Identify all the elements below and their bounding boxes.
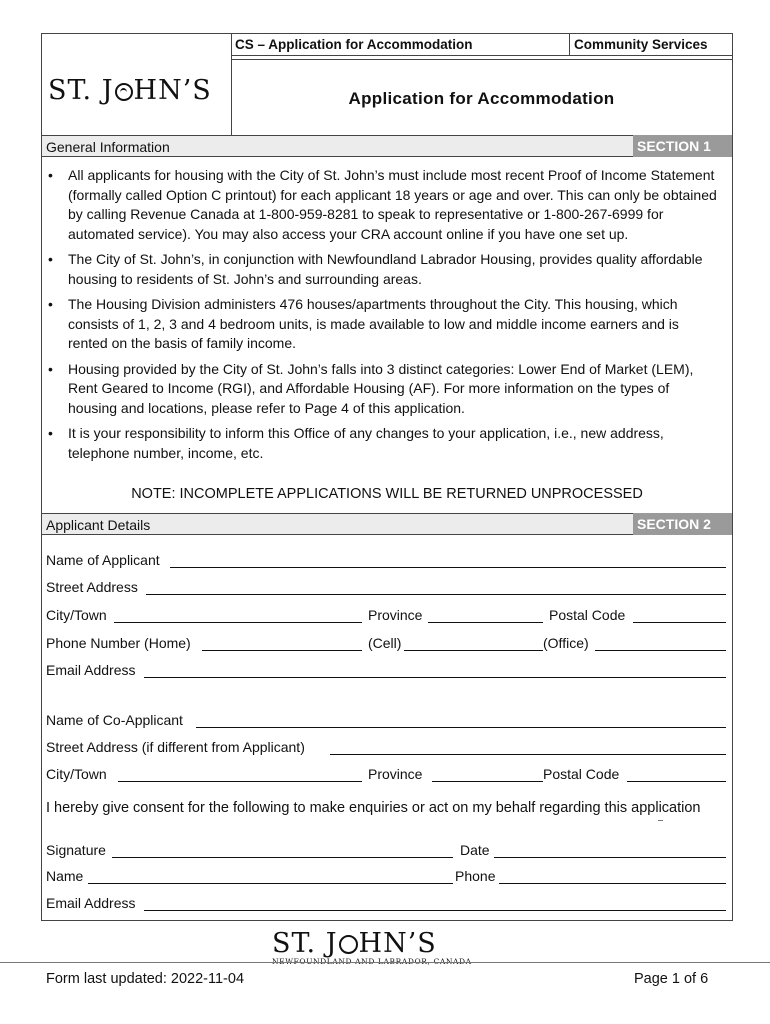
- coapplicant-city-field[interactable]: [46, 764, 362, 784]
- email2-line[interactable]: [144, 910, 726, 911]
- coapplicant-city-line[interactable]: [118, 781, 362, 782]
- page-title: Application for Accommodation: [348, 89, 615, 108]
- applicant-name-label: Name of Applicant: [46, 552, 160, 568]
- section-1-label: General Information: [46, 139, 170, 155]
- postal-code-label: Postal Code: [549, 607, 626, 623]
- email-row: [46, 660, 726, 680]
- applicant-name-field[interactable]: [46, 550, 726, 570]
- coapplicant-postal-label: Postal Code: [543, 766, 620, 782]
- city-line[interactable]: [114, 622, 362, 623]
- coapplicant-street-field[interactable]: [46, 737, 726, 757]
- list-item: • The City of St. John’s, in conjunction with Newfoundland Labrador Housing, provides quality affordable housing to residents of St. John’s and surrounding areas.: [46, 250, 722, 289]
- phone-home-field[interactable]: [46, 633, 362, 653]
- email-line[interactable]: [144, 677, 726, 678]
- footer-logo-o-icon: [339, 935, 358, 954]
- coapplicant-postal-line[interactable]: [627, 781, 726, 782]
- form-code: CS – Application for Accommodation: [231, 34, 569, 56]
- coapplicant-city-row: [46, 764, 726, 784]
- section-2-tag: SECTION 2: [633, 513, 732, 535]
- department-name: Community Services: [569, 34, 732, 56]
- province-label: Province: [368, 607, 423, 623]
- form-updated-date: Form last updated: 2022-11-04: [46, 971, 245, 987]
- coapplicant-name-row: [46, 710, 726, 730]
- logo-o-icon: [115, 83, 133, 101]
- date-field[interactable]: [460, 840, 726, 860]
- phone-office-line[interactable]: [595, 650, 726, 651]
- signature-field[interactable]: [46, 840, 453, 860]
- province-line[interactable]: [428, 622, 543, 623]
- list-item: • Housing provided by the City of St. John’s falls into 3 distinct categories: Lower End of Market (LEM), Rent Geared to Income (RGI), and Affordable Housing (AF). For more information on the types of housing and locations, please refer to Page 4 of this application.: [46, 360, 722, 419]
- phone-office-field[interactable]: [543, 633, 726, 653]
- coapplicant-postal-field[interactable]: [543, 764, 726, 784]
- name-phone-row: [46, 866, 726, 886]
- signature-line[interactable]: [112, 857, 453, 858]
- coapplicant-street-label: Street Address (if different from Applicant): [46, 739, 305, 755]
- st-johns-logo: [48, 75, 212, 106]
- city-row: [46, 605, 726, 625]
- coapplicant-name-label: Name of Co-Applicant: [46, 712, 183, 728]
- general-info-list: [46, 166, 722, 469]
- date-line[interactable]: [494, 857, 726, 858]
- coapplicant-province-field[interactable]: [368, 764, 543, 784]
- coapplicant-province-line[interactable]: [432, 781, 543, 782]
- phone-field[interactable]: [455, 866, 726, 886]
- phone-home-label: Phone Number (Home): [46, 635, 191, 651]
- phone-cell-label: (Cell): [368, 635, 402, 651]
- coapplicant-name-field[interactable]: [46, 710, 726, 730]
- coapplicant-street-row: [46, 737, 726, 757]
- name-line[interactable]: [88, 883, 453, 884]
- applicant-name-row: [46, 550, 726, 570]
- footer-logo-text-end: HN’S: [358, 928, 437, 959]
- consent-text: I hereby give consent for the following to make enquiries or act on my behalf regarding this application: [46, 800, 701, 816]
- phone-office-label: (Office): [543, 635, 589, 651]
- street-address-label: Street Address: [46, 579, 138, 595]
- coapplicant-name-line[interactable]: [196, 727, 726, 728]
- phone-cell-line[interactable]: [404, 650, 543, 651]
- list-item: • It is your responsibility to inform this Office of any changes to your application, i.e., new address, telephone number, income, etc.: [46, 424, 722, 463]
- email-field[interactable]: [46, 660, 726, 680]
- phone-line[interactable]: [499, 883, 726, 884]
- name-field[interactable]: [46, 866, 453, 886]
- street-row: [46, 577, 726, 597]
- email2-field[interactable]: [46, 893, 726, 913]
- list-item: • All applicants for housing with the City of St. John’s must include most recent Proof of Income Statement (formally called Option C printout) for each applicant 18 years or age and over. This can only be obtained by calling Revenue Canada at 1-800-959-8281 to speak to representative or 1-800-267-6999 for automated service). You may also access your CRA account online if you have one set up.: [46, 166, 722, 244]
- form-header: [42, 34, 732, 136]
- coapplicant-city-label: City/Town: [46, 766, 107, 782]
- section-2-label: Applicant Details: [46, 517, 151, 533]
- divider: [658, 820, 663, 821]
- footer-logo: [272, 928, 502, 966]
- page-number: Page 1 of 6: [634, 971, 709, 987]
- phone-row: [46, 633, 726, 653]
- city-field[interactable]: [46, 605, 362, 625]
- footer-logo-wordmark: [272, 928, 502, 959]
- coapplicant-street-line[interactable]: [330, 754, 726, 755]
- form-frame: [41, 33, 733, 921]
- email2-row: [46, 893, 726, 913]
- section-1-tag: SECTION 1: [633, 135, 732, 157]
- section-2-bar: [42, 513, 732, 535]
- logo-cell: [42, 34, 232, 135]
- email2-label: Email Address: [46, 895, 136, 911]
- list-item: • The Housing Division administers 476 houses/apartments throughout the City. This housing, which consists of 1, 2, 3 and 4 bedroom units, is made available to low and middle income earners and is rented on the basis of family income.: [46, 295, 722, 354]
- signature-label: Signature: [46, 842, 106, 858]
- name-label: Name: [46, 868, 84, 884]
- applicant-name-line[interactable]: [170, 567, 726, 568]
- footer-divider: [0, 962, 770, 963]
- email-label: Email Address: [46, 662, 136, 678]
- postal-code-field[interactable]: [549, 605, 726, 625]
- logo-text-end: HN’S: [133, 75, 212, 106]
- header-divider: [231, 59, 732, 60]
- phone-home-line[interactable]: [202, 650, 362, 651]
- province-field[interactable]: [368, 605, 543, 625]
- city-label: City/Town: [46, 607, 107, 623]
- phone-cell-field[interactable]: [368, 633, 543, 653]
- street-address-line[interactable]: [146, 594, 726, 595]
- signature-row: [46, 840, 726, 860]
- street-address-field[interactable]: [46, 577, 726, 597]
- date-label: Date: [460, 842, 490, 858]
- postal-code-line[interactable]: [633, 622, 726, 623]
- footer-logo-text-start: ST. J: [272, 928, 338, 959]
- phone-label: Phone: [455, 868, 496, 884]
- incomplete-note: NOTE: INCOMPLETE APPLICATIONS WILL BE RETURNED UNPROCESSED: [131, 486, 643, 502]
- section-1-bar: [42, 135, 732, 157]
- footer-logo-subtitle: NEWFOUNDLAND AND LABRADOR, CANADA: [272, 957, 472, 966]
- logo-text-start: ST. J: [48, 75, 114, 106]
- coapplicant-province-label: Province: [368, 766, 423, 782]
